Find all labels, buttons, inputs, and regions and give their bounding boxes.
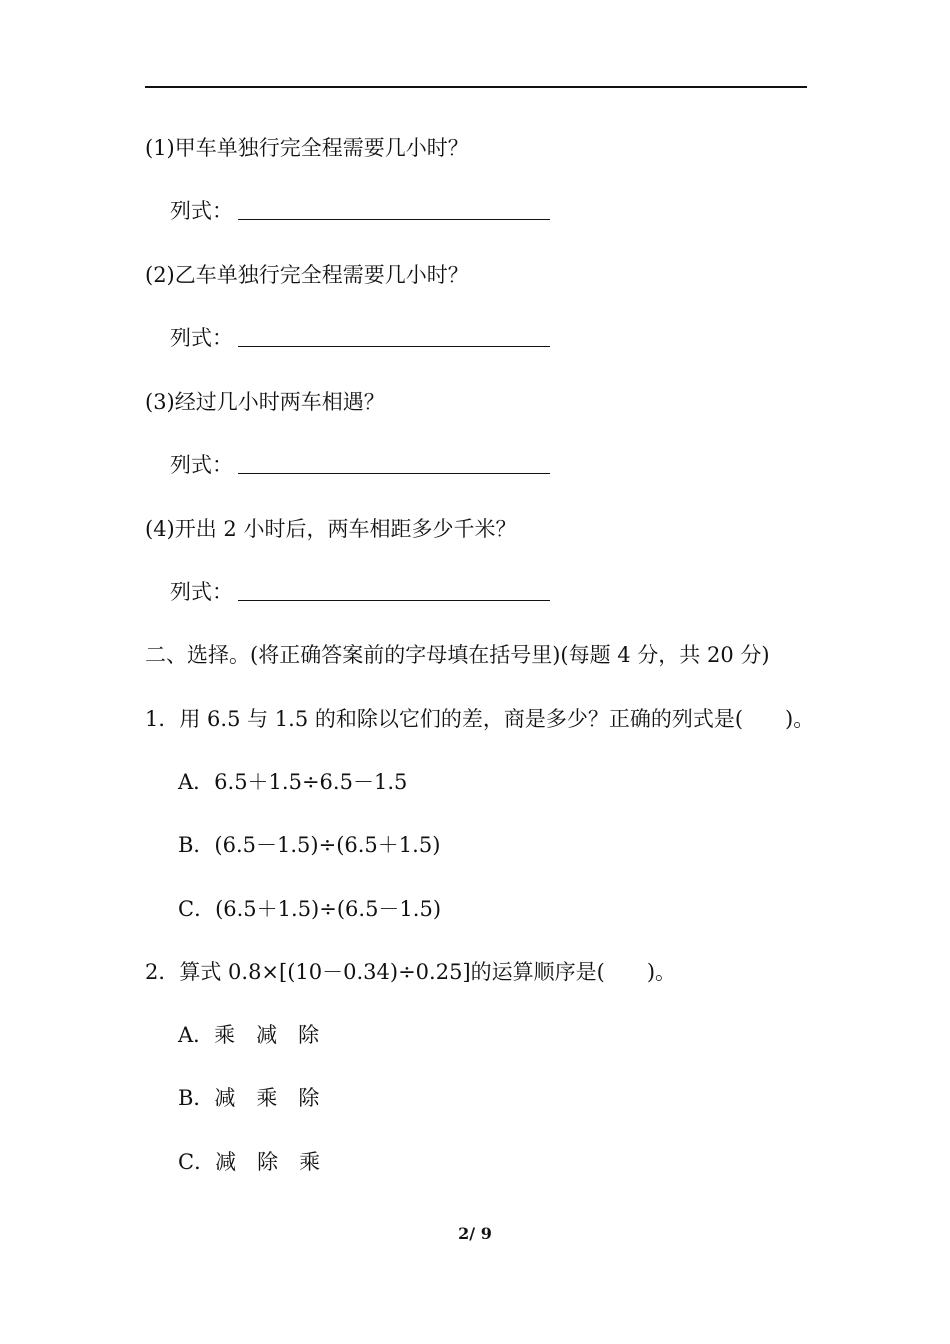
question-1: (1)甲车单独行完全程需要几小时？ [145, 136, 469, 160]
choice-question-2: 2．算式 0.8×[(10－0.34)÷0.25]的运算顺序是( )。 [145, 960, 677, 984]
page-number: 2/ 9 [458, 1224, 492, 1243]
answer-label-1: 列式： [170, 199, 233, 223]
answer-blank-1[interactable] [238, 219, 550, 220]
choice-2-option-b: B．减 乘 除 [178, 1086, 320, 1110]
choice-2-option-a: A．乘 减 除 [178, 1023, 320, 1047]
choice-question-1: 1．用 6.5 与 1.5 的和除以它们的差，商是多少？正确的列式是( )。 [145, 707, 815, 731]
choice-1-option-c: C．(6.5＋1.5)÷(6.5－1.5) [178, 897, 442, 921]
question-4: (4)开出 2 小时后，两车相距多少千米？ [145, 517, 517, 541]
answer-label-3: 列式： [170, 453, 233, 477]
answer-blank-4[interactable] [238, 600, 550, 601]
answer-label-2: 列式： [170, 326, 233, 350]
choice-1-option-a: A．6.5＋1.5÷6.5－1.5 [178, 770, 408, 794]
answer-blank-2[interactable] [238, 346, 550, 347]
choice-2-option-c: C．减 除 乘 [178, 1150, 321, 1174]
answer-blank-3[interactable] [238, 473, 550, 474]
answer-label-4: 列式： [170, 580, 233, 604]
section-heading: 二、选择。(将正确答案前的字母填在括号里)(每题 4 分，共 20 分) [145, 643, 770, 667]
header-rule [145, 86, 807, 88]
question-2: (2)乙车单独行完全程需要几小时？ [145, 263, 469, 287]
choice-1-option-b: B．(6.5－1.5)÷(6.5＋1.5) [178, 833, 441, 857]
question-3: (3)经过几小时两车相遇？ [145, 390, 385, 414]
